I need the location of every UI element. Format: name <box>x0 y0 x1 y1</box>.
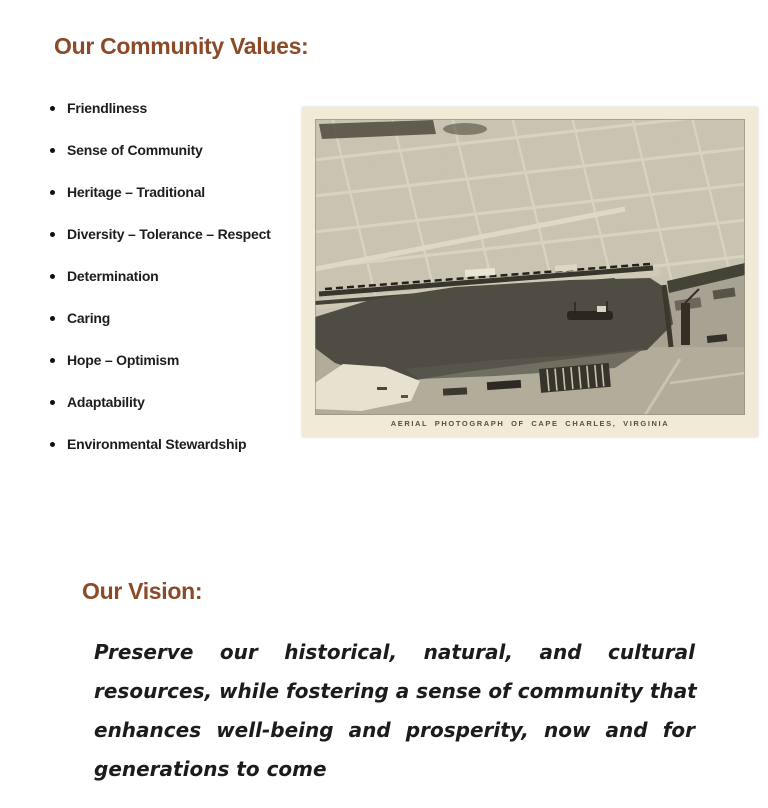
postcard <box>302 107 758 437</box>
values-list <box>50 100 315 478</box>
vision-line: generations to come <box>94 757 327 781</box>
list-item: Environmental Stewardship <box>50 436 315 452</box>
vision-line: resources, while fostering a sense of community that <box>94 679 697 703</box>
aerial-photo-graphic <box>315 119 745 415</box>
list-item: Diversity – Tolerance – Respect <box>50 226 315 242</box>
vision-line: Preserve our historical, natural, and cultural <box>94 640 695 664</box>
postcard-caption: AERIAL PHOTOGRAPH OF CAPE CHARLES, VIRGINIA <box>390 419 670 428</box>
list-item: Hope – Optimism <box>50 352 315 368</box>
list-item: Heritage – Traditional <box>50 184 315 200</box>
vision-line: enhances well-being and prosperity, now and for <box>94 718 695 742</box>
list-item: Adaptability <box>50 394 315 410</box>
postcard-photo <box>315 119 745 415</box>
list-item: Determination <box>50 268 315 284</box>
list-item: Friendliness <box>50 100 315 116</box>
values-heading: Our Community Values: <box>54 33 309 59</box>
vision-heading: Our Vision: <box>82 578 203 604</box>
list-item: Sense of Community <box>50 142 315 158</box>
list-item: Caring <box>50 310 315 326</box>
vision-statement <box>94 633 695 789</box>
barge <box>443 387 467 395</box>
